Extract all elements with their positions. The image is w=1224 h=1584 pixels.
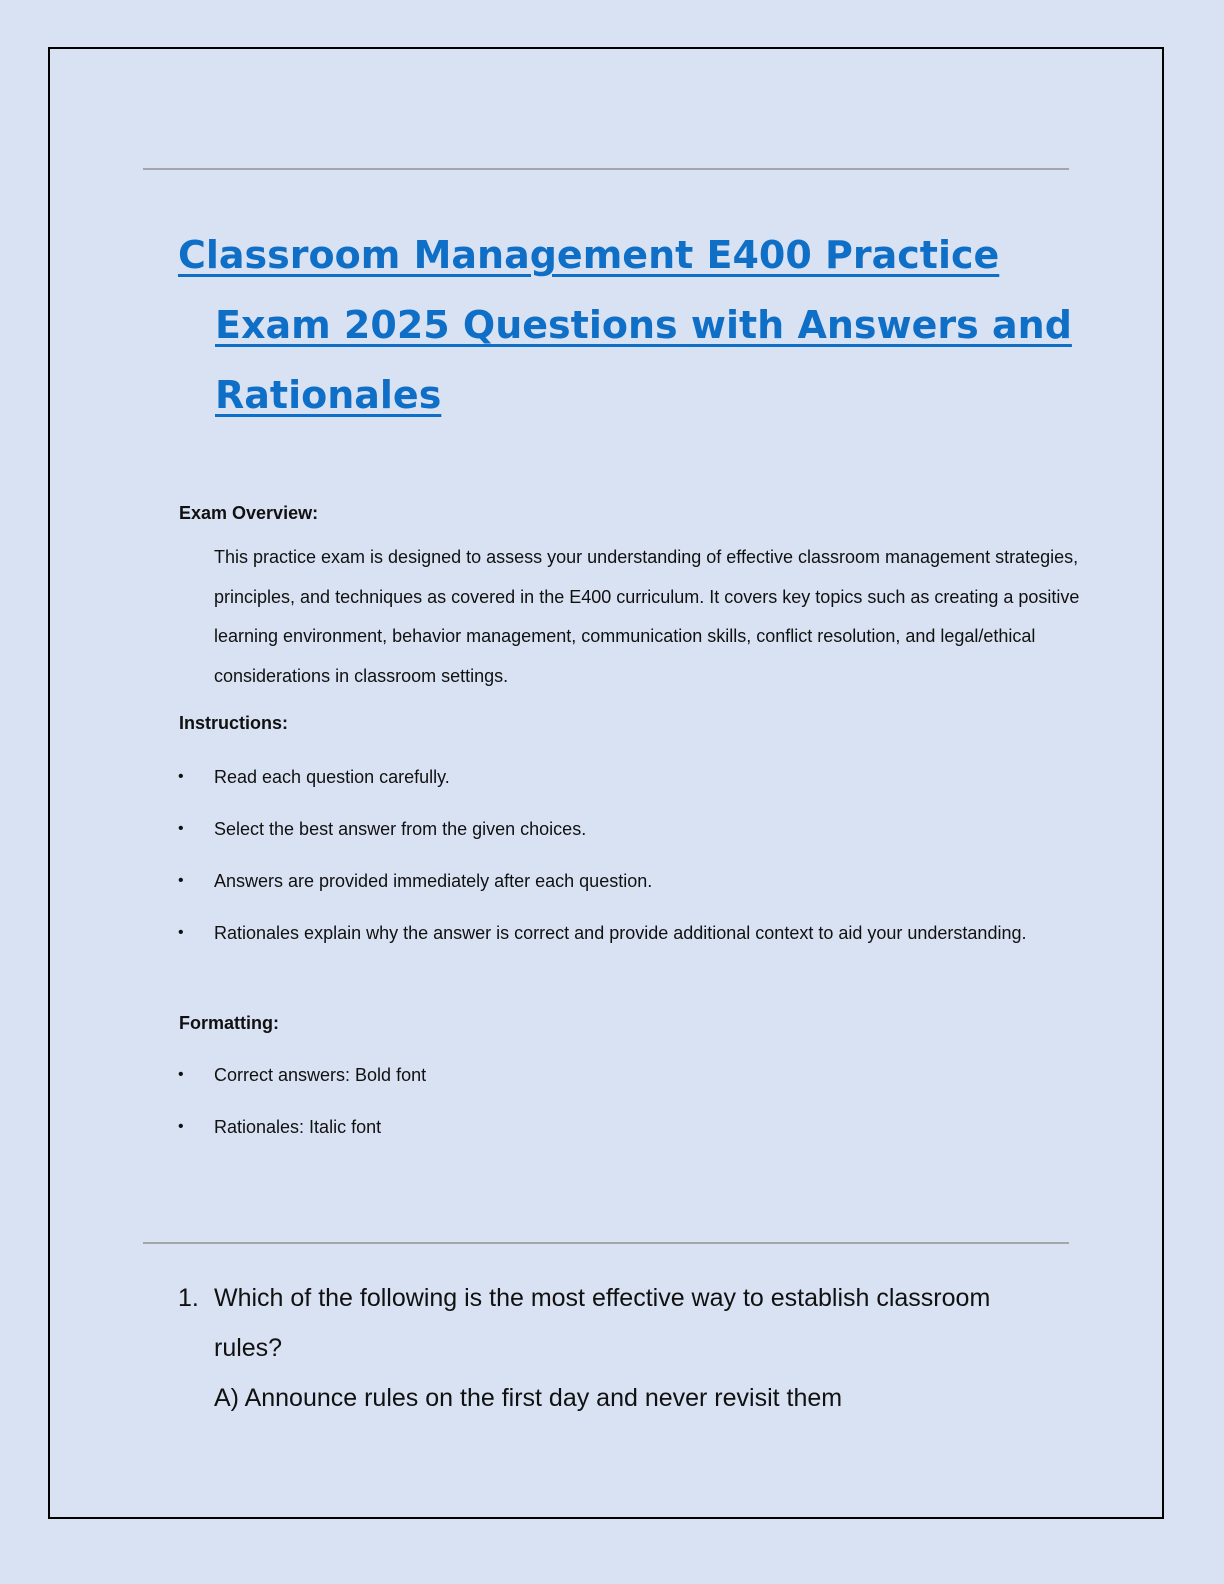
top-divider bbox=[143, 168, 1069, 170]
bullet-icon: • bbox=[178, 820, 184, 837]
list-item bbox=[176, 913, 1076, 953]
question-1 bbox=[178, 1273, 1058, 1423]
formatting-list bbox=[176, 1055, 1076, 1159]
title-line-2: Exam 2025 Questions with Answers and bbox=[215, 303, 1072, 347]
overview-heading: Exam Overview: bbox=[179, 503, 319, 523]
instructions-list bbox=[176, 757, 1076, 965]
list-item bbox=[176, 757, 1076, 797]
formatting-heading: Formatting: bbox=[179, 1013, 279, 1033]
bullet-icon: • bbox=[178, 1118, 184, 1135]
instruction-text: Select the best answer from the given choices. bbox=[214, 819, 587, 839]
section-divider bbox=[143, 1242, 1069, 1244]
bullet-icon: • bbox=[178, 1066, 184, 1083]
bullet-icon: • bbox=[178, 924, 184, 941]
list-item bbox=[176, 861, 1076, 901]
list-item bbox=[176, 1055, 1076, 1095]
instruction-text: Answers are provided immediately after each question. bbox=[214, 871, 653, 891]
answer-option-a: A) Announce rules on the first day and never revisit them bbox=[214, 1384, 843, 1412]
title-line-3: Rationales bbox=[215, 373, 442, 417]
overview-text: This practice exam is designed to assess your understanding of effective classroom management strategies, principles, and techniques as covered in the E400 curriculum. It covers key topics such as creating a positive learning environment, behavior management, communication skills, conflict resolution, and legal/ethical considerations in classroom settings. bbox=[214, 547, 1080, 686]
title-line-1: Classroom Management E400 Practice bbox=[178, 233, 1000, 277]
list-item bbox=[176, 1107, 1076, 1147]
formatting-text: Correct answers: Bold font bbox=[214, 1065, 427, 1085]
instructions-heading: Instructions: bbox=[179, 713, 289, 733]
question-text: Which of the following is the most effective way to establish classroom rules? bbox=[214, 1284, 991, 1362]
bullet-icon: • bbox=[178, 872, 184, 889]
instruction-text: Rationales explain why the answer is correct and provide additional context to aid your understanding. bbox=[214, 923, 1027, 943]
instruction-text: Read each question carefully. bbox=[214, 767, 450, 787]
bullet-icon: • bbox=[178, 768, 184, 785]
formatting-text: Rationales: Italic font bbox=[214, 1117, 382, 1137]
question-number: 1. bbox=[178, 1284, 199, 1312]
list-item bbox=[176, 809, 1076, 849]
document-title bbox=[178, 208, 1078, 442]
